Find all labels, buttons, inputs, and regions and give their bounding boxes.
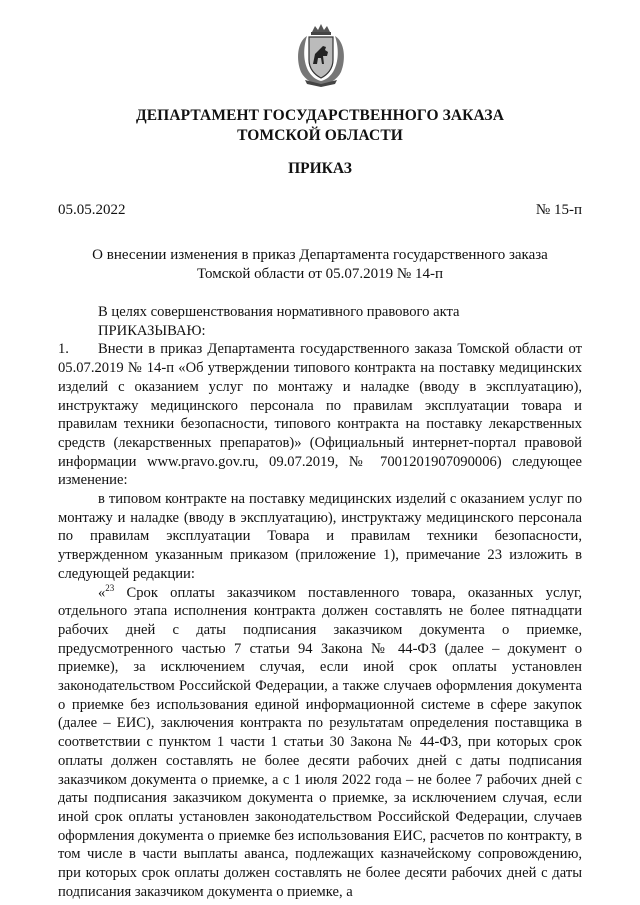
item-1-paragraph (58, 340, 582, 490)
department-name (0, 106, 640, 146)
department-name-line2: ТОМСКОЙ ОБЛАСТИ (237, 127, 403, 144)
document-subject-line1: О внесении изменения в приказ Департамента государственного заказа (92, 247, 548, 263)
tomsk-region-coat-of-arms-icon (293, 22, 349, 88)
department-name-line1: ДЕПАРТАМЕНТ ГОСУДАРСТВЕННОГО ЗАКАЗА (135, 107, 505, 124)
document-type-title: ПРИКАЗ (288, 160, 352, 177)
document-body (58, 303, 582, 902)
note-23-text: Срок оплаты заказчиком поставленного товара, оказанных услуг, отдельного этапа исполнения контракта должен составлять не более пятнадцати рабочих дней с даты подписания заказчиком документа о приемке, предусмотренного частью 7 статьи 94 Закона № 44-ФЗ (далее – документ о приемке), за исключением случая, если иной срок оплаты установлен законодательством Российской Федерации, а также случаев оформления документа о приемке без использования единой информационной системе в сфере закупок (далее – ЕИС), заключения контракта по результатам определения поставщика в соответствии с пунктом 1 части 1 статьи 30 Закона № 44-ФЗ, при которых срок оплаты должен составлять не более десяти рабочих дней с даты подписания заказчиком документа о приемке, а с 1 июля 2022 года – не более 7 рабочих дней с даты подписания заказчиком документа о приемке, за исключением случая, если иной срок оплаты установлен законодательством Российской Федерации, случаев оформления документа о приемке без использования ЕИС, расчетов по контракту, в том числе в части выплаты аванса, подлежащих казначейскому сопровождению, при которых срок оплаты должен составлять не более десяти рабочих дней с даты подписания заказчиком документа о приемке, а (58, 584, 582, 900)
document-date: 05.05.2022 (58, 202, 126, 218)
order-word: ПРИКАЗЫВАЮ: (98, 322, 206, 339)
note-23-paragraph (58, 584, 582, 902)
preamble-paragraph: В целях совершенствования нормативного правового акта (98, 304, 460, 320)
document-number: № 15-п (535, 202, 582, 218)
quote-open: « (98, 584, 106, 601)
document-subject (0, 246, 640, 284)
document-subject-line2: Томской области от 05.07.2019 № 14-п (196, 266, 444, 282)
item-1-number: 1. (58, 341, 69, 358)
amendment-paragraph: в типовом контракте на поставку медицинских изделий с оказанием услуг по монтажу и наладке (вводу в эксплуатацию), инструктажу медицинского персонала по правилам эксплуатации Товара и правилам техники безопасности, утвержденном указанным приказом (приложение 1), примечание 23 изложить в следующей редакции: (58, 491, 582, 582)
note-number-superscript: 23 (105, 582, 115, 593)
item-1-text: Внести в приказ Департамента государственного заказа Томской области от 05.07.2019 № 14-п «Об утверждении типового контракта на поставку медицинских изделий с оказанием услуг по монтажу и наладке (вводу в эксплуатацию), инструктажу медицинского персонала по правилам эксплуатации товара и правилам техники безопасности, типового контракта на поставку лекарственных средств (лекарственных препаратов)» (Официальный интернет-портал правовой информации www.pravo.gov.ru, 09.07.2019, № 7001201907090006) следующее изменение: (58, 341, 582, 489)
